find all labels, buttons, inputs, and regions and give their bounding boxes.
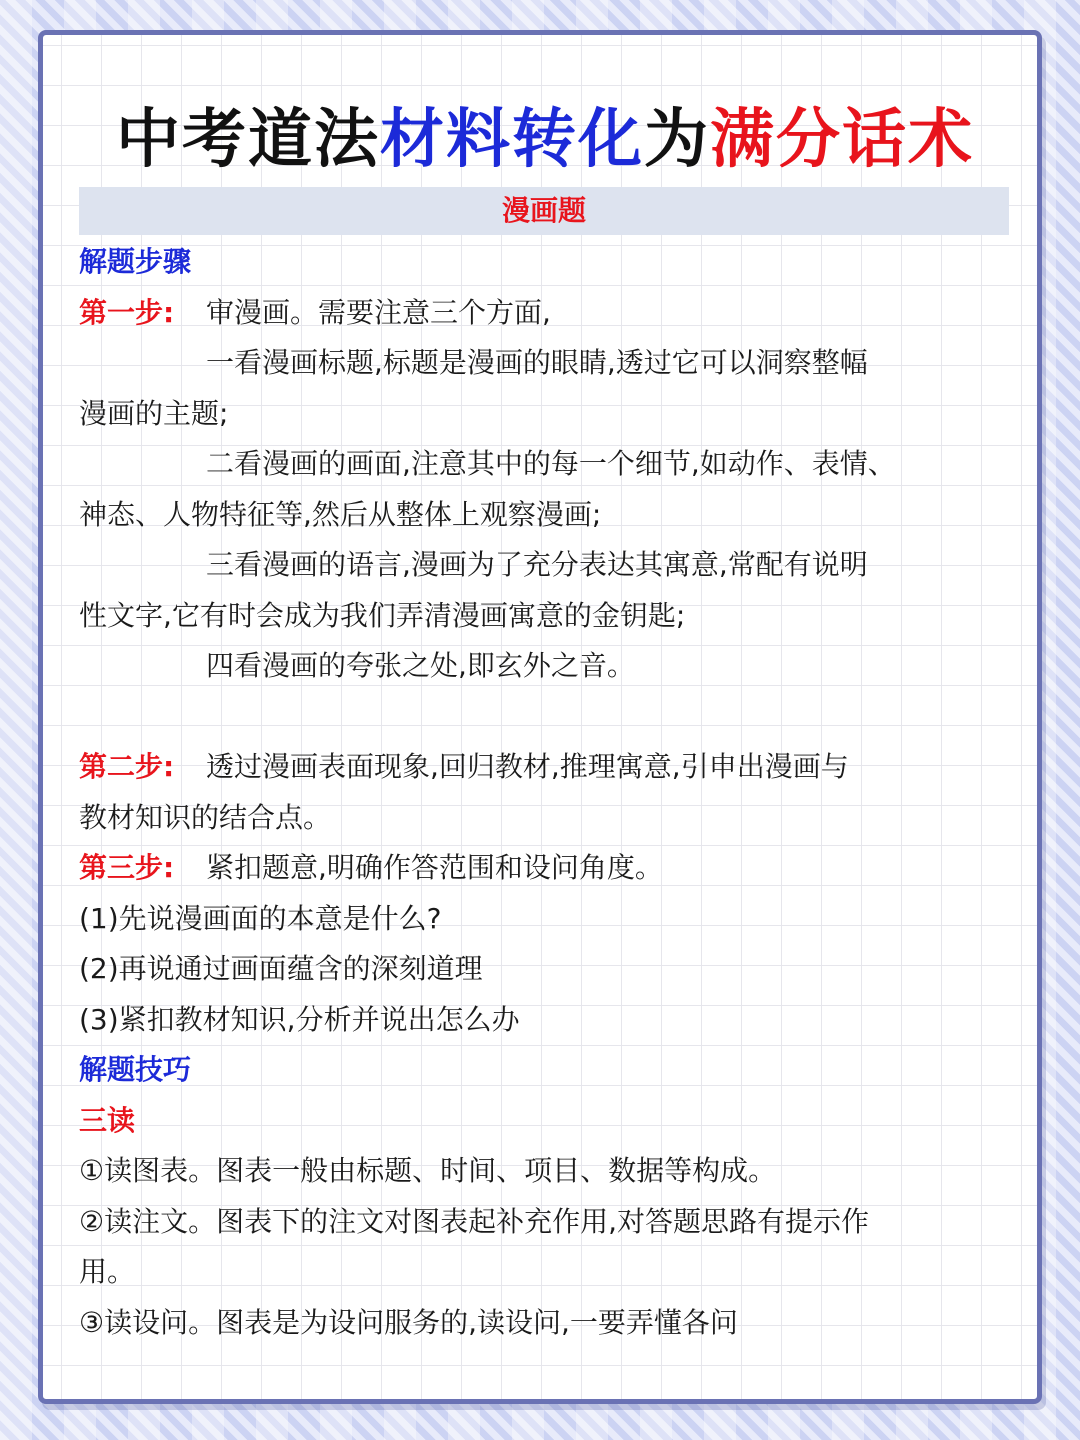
article-body (79, 237, 1014, 1348)
title-part-3: 为 (644, 103, 710, 177)
step1-point2: 二看漫画的画面,注意其中的每一个细节,如动作、表情、 (206, 447, 896, 480)
step1-point1-cont: 漫画的主题; (79, 396, 229, 430)
subheading-three-reads: 三读 (79, 1103, 136, 1137)
content-card (38, 30, 1042, 1404)
page-title (43, 101, 1042, 179)
read-item-2: ②读注文。图表下的注文对图表起补充作用,对答题思路有提示作 (79, 1204, 870, 1238)
step1-point2-cont: 神态、人物特征等,然后从整体上观察漫画; (79, 497, 602, 531)
read-item-1: ①读图表。图表一般由标题、时间、项目、数据等构成。 (79, 1154, 777, 1187)
step1-point3-cont: 性文字,它有时会成为我们弄清漫画寓意的金钥匙; (79, 598, 686, 632)
step1-text: 审漫画。需要注意三个方面, (206, 295, 551, 329)
step3-label: 第三步: (79, 851, 175, 884)
step3-line (79, 843, 1014, 894)
title-part-2: 材料转化 (380, 103, 644, 177)
step2-cont: 教材知识的结合点。 (79, 800, 332, 834)
step1-line (79, 288, 1014, 339)
section-banner: 漫画题 (79, 187, 1009, 235)
heading-solving-steps: 解题步骤 (79, 245, 192, 278)
paragraph-gap (79, 692, 1014, 743)
read-item-3: ③读设问。图表是为设问服务的,读设问,一要弄懂各问 (79, 1305, 738, 1339)
step1-point1: 一看漫画标题,标题是漫画的眼睛,透过它可以洞察整幅 (206, 346, 868, 379)
title-part-4: 满分话术 (710, 103, 974, 177)
step3-item-3: (3)紧扣教材知识,分析并说出怎么办 (79, 1002, 520, 1036)
step1-label: 第一步: (79, 295, 175, 329)
step2-text: 透过漫画表面现象,回归教材,推理寓意,引申出漫画与 (206, 750, 849, 783)
step3-item-2: (2)再说通过画面蕴含的深刻道理 (79, 952, 483, 985)
step2-label: 第二步: (79, 750, 175, 783)
step1-point4: 四看漫画的夸张之处,即玄外之音。 (206, 649, 635, 682)
title-part-1: 中考道法 (116, 103, 380, 177)
step3-item-1: (1)先说漫画面的本意是什么? (79, 901, 442, 935)
step2-line (79, 742, 1014, 793)
heading-solving-tips: 解题技巧 (79, 1053, 192, 1086)
step1-point3: 三看漫画的语言,漫画为了充分表达其寓意,常配有说明 (206, 548, 868, 581)
step3-text: 紧扣题意,明确作答范围和设问角度。 (206, 851, 663, 884)
read-item-2-cont: 用。 (79, 1255, 136, 1288)
